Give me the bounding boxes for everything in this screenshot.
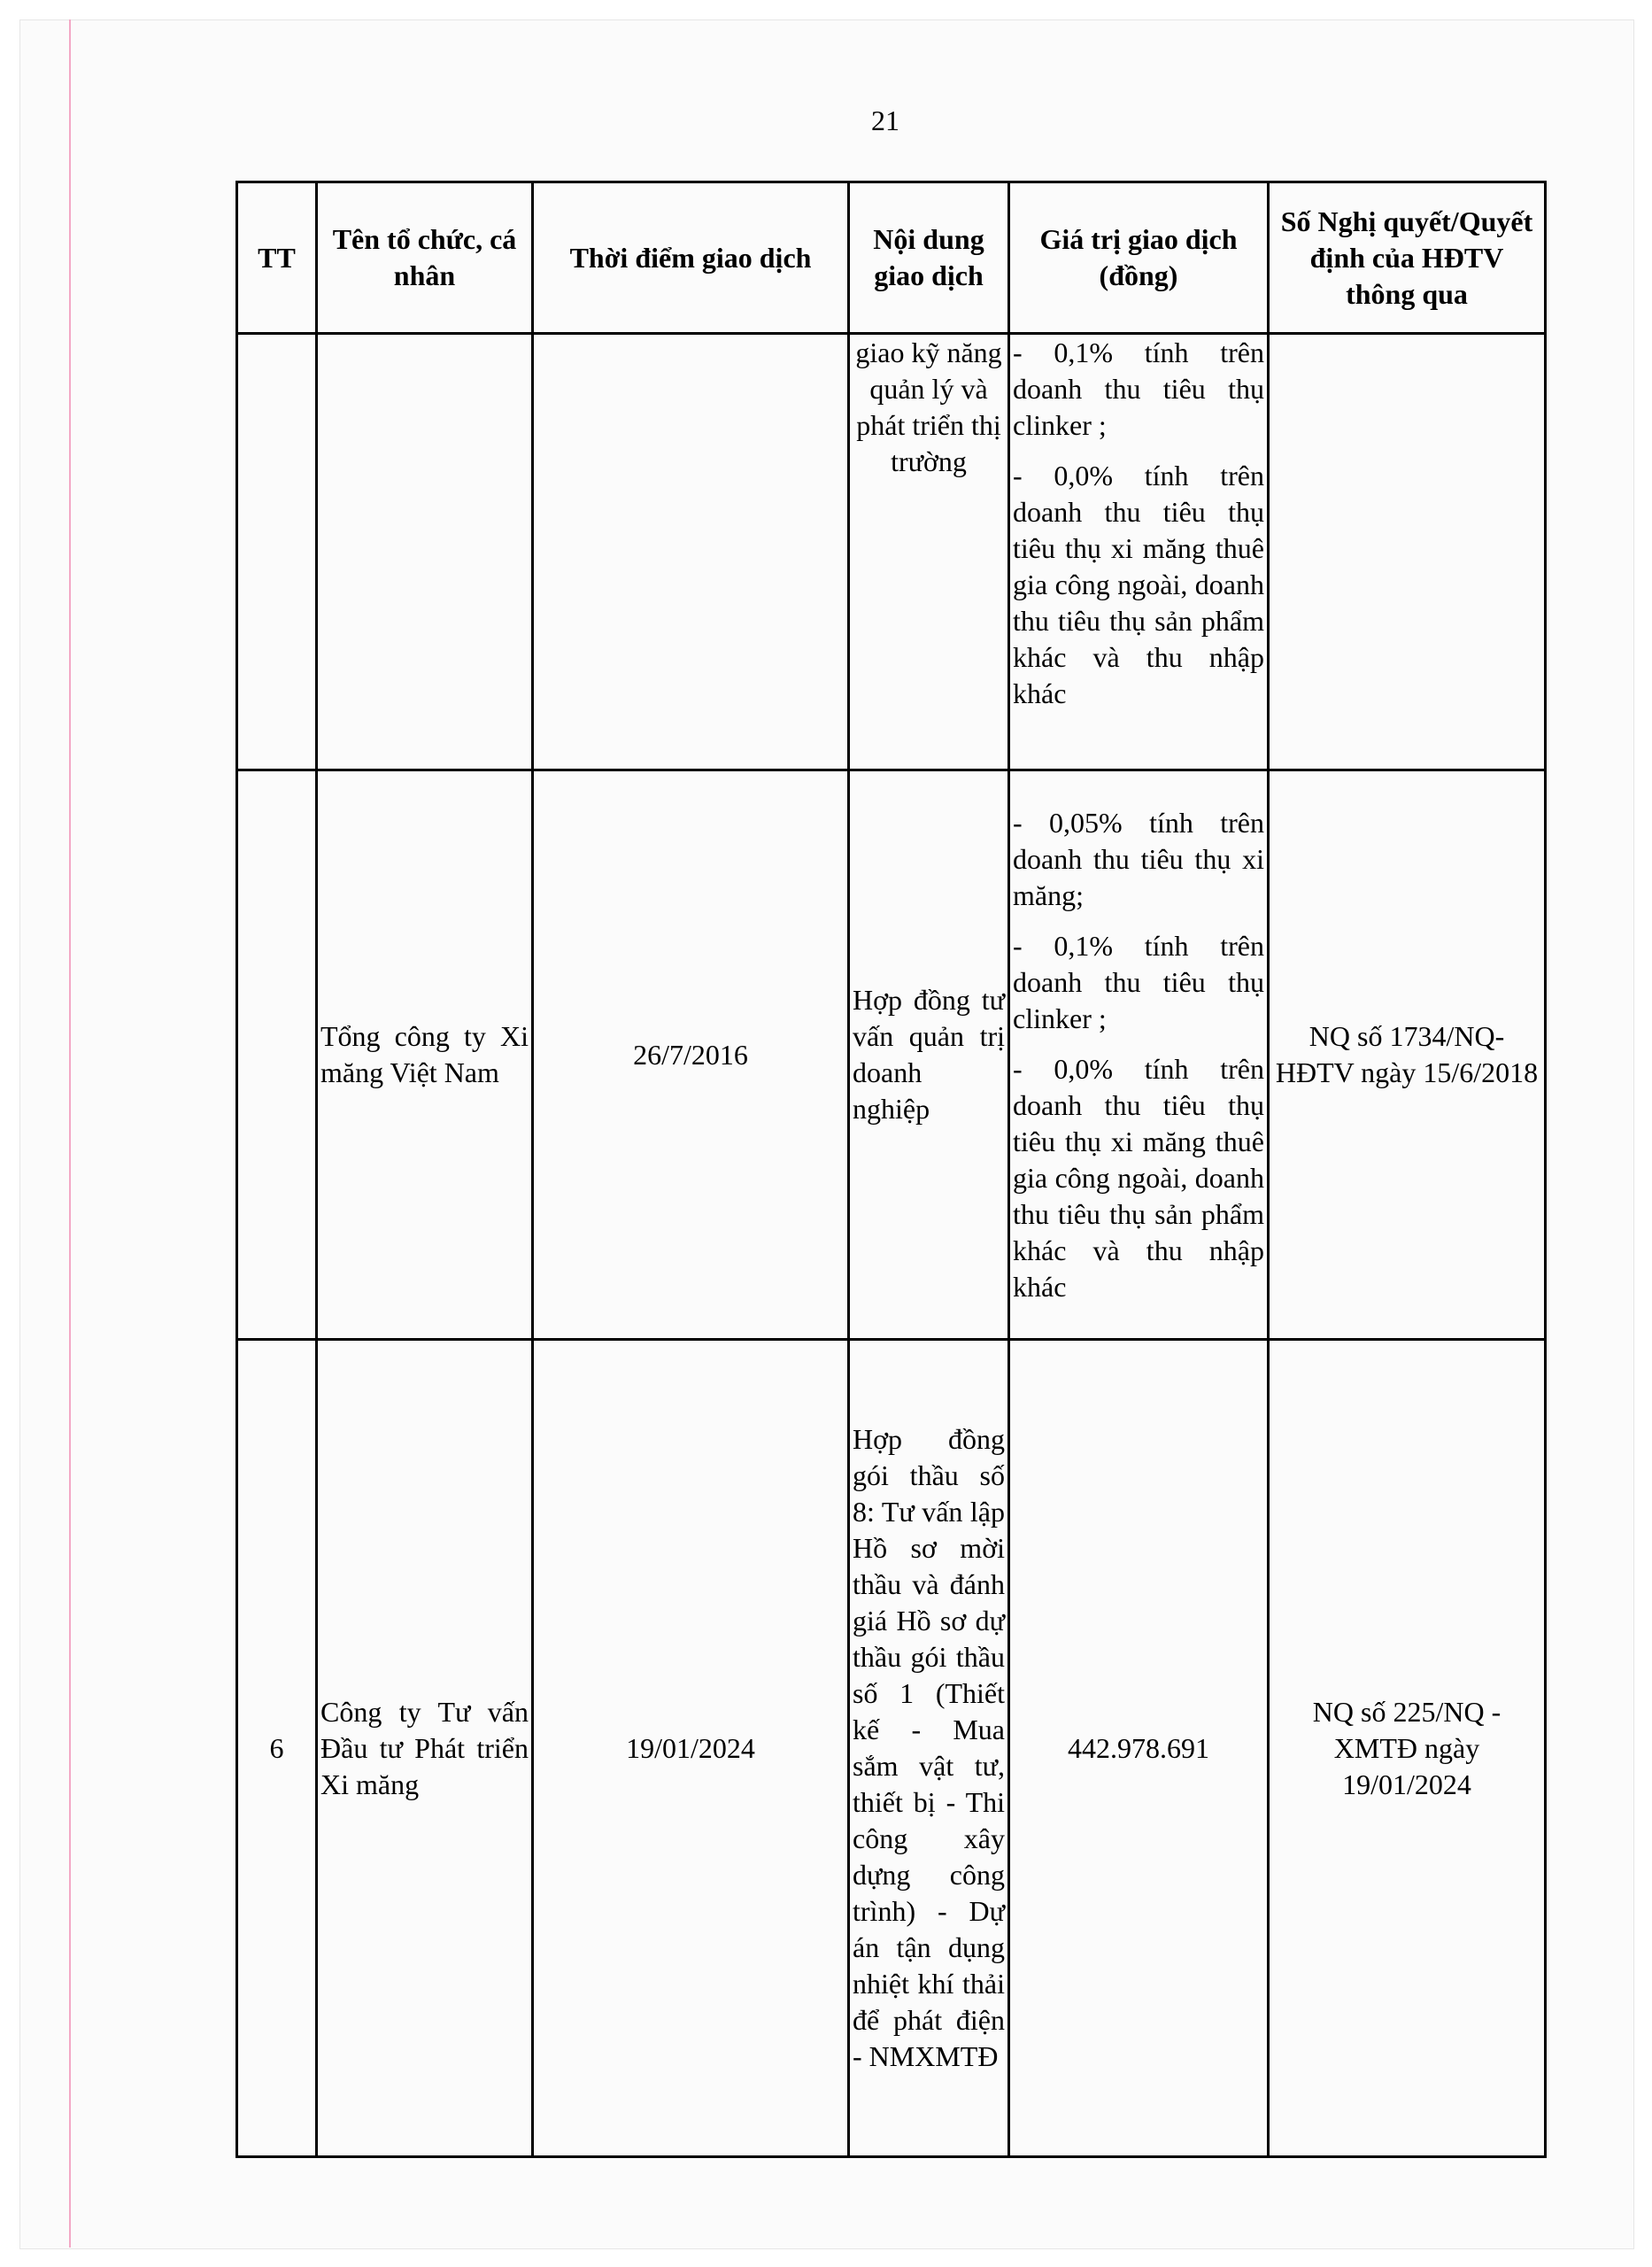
margin-line: [69, 19, 71, 2248]
header-content: Nội dung giao dịch: [849, 182, 1009, 334]
cell-content: Hợp đồng gói thầu số 8: Tư vấn lập Hồ sơ mời thầu và đánh giá Hồ sơ dự thầu gói thầu số 1 (Thiết kế - Mua sắm vật tư, thiết bị - Thi công xây dựng công trình) - Dự án tận dụng nhiệt khí thải để phát điện - NMXMTĐ: [849, 1340, 1009, 2157]
cell-value: 442.978.691: [1009, 1340, 1269, 2157]
transaction-table: [235, 181, 1547, 2158]
cell-content: giao kỹ năng quản lý và phát triển thị trường: [849, 334, 1009, 770]
table-header-row: [237, 182, 1546, 334]
cell-time: 26/7/2016: [533, 770, 849, 1340]
value-line: - 0,1% tính trên doanh thu tiêu thụ clinker ;: [1013, 337, 1264, 441]
value-line: - 0,1% tính trên doanh thu tiêu thụ clinker ;: [1013, 929, 1264, 1034]
cell-name: Tổng công ty Xi măng Việt Nam: [317, 770, 533, 1340]
cell-tt: [237, 770, 317, 1340]
cell-time: [533, 334, 849, 770]
header-tt: TT: [237, 182, 317, 334]
value-line: - 0,0% tính trên doanh thu tiêu thụ tiêu thụ xi măng thuê gia công ngoài, doanh thu tiêu thụ sản phẩm khác và thu nhập khác: [1013, 460, 1264, 709]
table-row: [237, 770, 1546, 1340]
header-time: Thời điểm giao dịch: [533, 182, 849, 334]
cell-time: 19/01/2024: [533, 1340, 849, 2157]
header-name: Tên tổ chức, cá nhân: [317, 182, 533, 334]
cell-resolution: NQ số 1734/NQ-HĐTV ngày 15/6/2018: [1269, 770, 1546, 1340]
page-number: 21: [871, 104, 899, 136]
cell-name: Công ty Tư vấn Đầu tư Phát triển Xi măng: [317, 1340, 533, 2157]
cell-name: [317, 334, 533, 770]
cell-tt: [237, 334, 317, 770]
value-line: - 0,05% tính trên doanh thu tiêu thụ xi măng;: [1013, 806, 1264, 911]
cell-resolution: [1269, 334, 1546, 770]
header-value: Giá trị giao dịch (đồng): [1009, 182, 1269, 334]
cell-resolution: NQ số 225/NQ - XMTĐ ngày 19/01/2024: [1269, 1340, 1546, 2157]
value-line: - 0,0% tính trên doanh thu tiêu thụ tiêu thụ xi măng thuê gia công ngoài, doanh thu tiêu thụ sản phẩm khác và thu nhập khác: [1013, 1052, 1264, 1303]
cell-value: [1009, 770, 1269, 1340]
table-row: [237, 334, 1546, 770]
header-resolution: Số Nghị quyết/Quyết định của HĐTV thông qua: [1269, 182, 1546, 334]
cell-value: [1009, 334, 1269, 770]
cell-tt: 6: [237, 1340, 317, 2157]
table-row: [237, 1340, 1546, 2157]
cell-content: Hợp đồng tư vấn quản trị doanh nghiệp: [849, 770, 1009, 1340]
